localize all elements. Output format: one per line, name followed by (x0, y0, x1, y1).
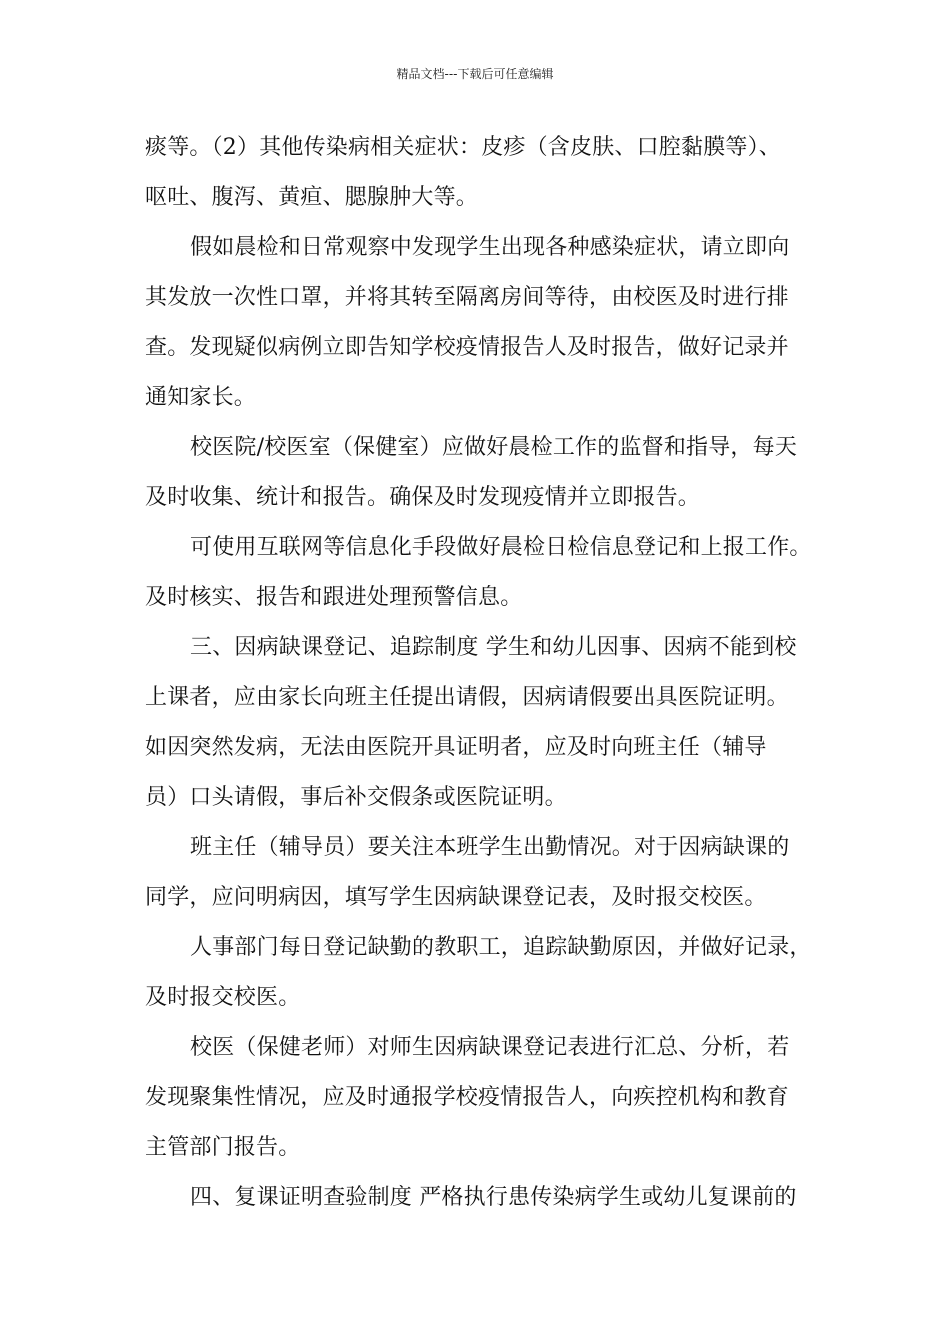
text-line: 痰等。（2）其他传染病相关症状：皮疹（含皮肤、口腔黏膜等）、 (145, 135, 781, 160)
text-line: 其发放一次性口罩，并将其转至隔离房间等待，由校医及时进行排 (145, 285, 789, 310)
text-line: 校医院/校医室（保健室）应做好晨检工作的监督和指导，每天 (190, 435, 798, 460)
text-line: 校医（保健老师）对师生因病缺课登记表进行汇总、分析，若 (190, 1035, 790, 1060)
text-line: 假如晨检和日常观察中发现学生出现各种感染症状，请立即向 (190, 235, 790, 260)
text-line: 呕吐、腹泻、黄疸、腮腺肿大等。 (145, 185, 479, 210)
text-line: 四、复课证明查验制度 严格执行患传染病学生或幼儿复课前的 (190, 1185, 797, 1210)
text-line: 可使用互联网等信息化手段做好晨检日检信息登记和上报工作。 (190, 535, 812, 560)
text-line: 查。发现疑似病例立即告知学校疫情报告人及时报告，做好记录并 (145, 335, 789, 360)
text-line: 上课者，应由家长向班主任提出请假，因病请假要出具医院证明。 (145, 685, 789, 710)
text-line: 发现聚集性情况，应及时通报学校疫情报告人，向疾控机构和教育 (145, 1085, 789, 1110)
document-body (145, 128, 817, 1228)
text-line: 三、因病缺课登记、追踪制度 学生和幼儿因事、因病不能到校 (190, 635, 797, 660)
text-line: 如因突然发病，无法由医院开具证明者，应及时向班主任（辅导 (145, 735, 767, 760)
text-line: 同学，应问明病因，填写学生因病缺课登记表，及时报交校医。 (145, 885, 767, 910)
text-line: 主管部门报告。 (145, 1135, 301, 1160)
text-line: 通知家长。 (145, 385, 257, 410)
text-line: 员）口头请假，事后补交假条或医院证明。 (145, 785, 567, 810)
page-header: 精品文档---下载后可任意编辑 (396, 67, 554, 81)
text-line: 及时收集、统计和报告。确保及时发现疫情并立即报告。 (145, 485, 701, 510)
text-line: 人事部门每日登记缺勤的教职工，追踪缺勤原因，并做好记录， (190, 935, 812, 960)
text-line: 及时报交校医。 (145, 985, 301, 1010)
text-line: 班主任（辅导员）要关注本班学生出勤情况。对于因病缺课的 (190, 835, 790, 860)
text-line: 及时核实、报告和跟进处理预警信息。 (145, 585, 523, 610)
